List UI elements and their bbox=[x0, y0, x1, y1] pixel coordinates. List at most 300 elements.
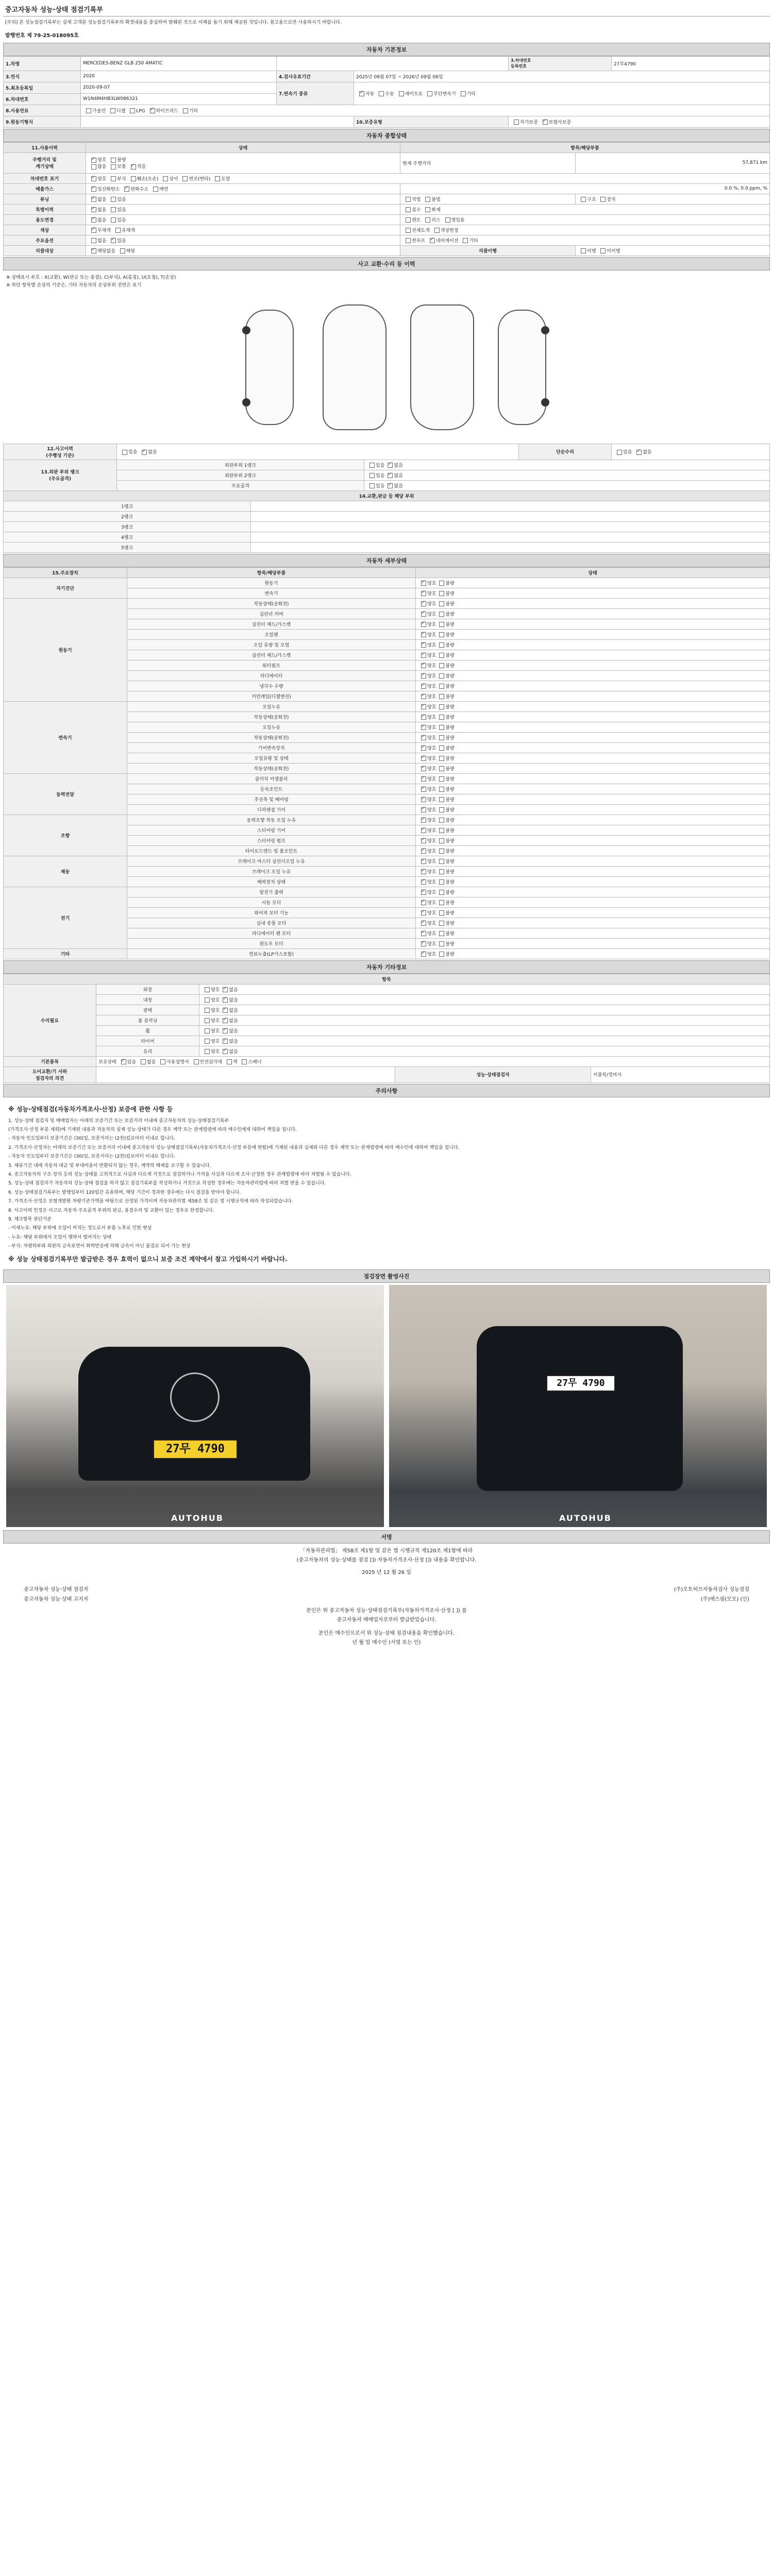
checkbox[interactable] bbox=[91, 217, 96, 223]
detail-part: 작동상태(공회전) bbox=[127, 711, 416, 722]
detail-part: 추진축 및 베어링 bbox=[127, 794, 416, 804]
checkbox[interactable] bbox=[421, 735, 426, 740]
extra-status: 양호✓ 없음 bbox=[199, 984, 770, 994]
extra-status: 양호✓ 없음 bbox=[199, 1046, 770, 1056]
detail-table bbox=[3, 567, 770, 959]
checkbox[interactable] bbox=[439, 890, 444, 895]
buyer-line-2: 중고자동차 매매업자로부터 발급받았습니다. bbox=[337, 1617, 436, 1623]
detail-status: ✓ 양호 불량 bbox=[416, 835, 770, 845]
car-side-right-view bbox=[498, 310, 546, 425]
detail-part: 브레이크 오일 누유 bbox=[127, 866, 416, 876]
checkbox[interactable] bbox=[421, 684, 426, 689]
checkbox[interactable] bbox=[439, 869, 444, 874]
detail-status: ✓ 양호 불량 bbox=[416, 948, 770, 959]
detail-status: ✓ 양호 불량 bbox=[416, 598, 770, 608]
license-plate-rear: 27무 4790 bbox=[546, 1375, 615, 1392]
checkbox[interactable] bbox=[141, 1059, 146, 1064]
checkbox[interactable] bbox=[439, 921, 444, 926]
checkbox[interactable] bbox=[439, 797, 444, 802]
value-year: 2020 bbox=[81, 71, 277, 82]
extra-col-item: 항목 bbox=[4, 974, 770, 984]
label-fuel: 8.사용연료 bbox=[4, 105, 81, 116]
detail-status: ✓ 양호 불량 bbox=[416, 938, 770, 948]
checkbox[interactable] bbox=[91, 197, 96, 202]
detail-part: 워터펌프 bbox=[127, 660, 416, 670]
checkbox[interactable] bbox=[421, 910, 426, 916]
section-detail: 자동차 세부상태 bbox=[3, 554, 770, 567]
checkbox[interactable] bbox=[439, 632, 444, 637]
checkbox[interactable] bbox=[514, 120, 519, 125]
checkbox[interactable] bbox=[439, 591, 444, 596]
checkbox[interactable] bbox=[439, 879, 444, 885]
label-color: 색상 bbox=[4, 225, 86, 235]
checkbox[interactable] bbox=[421, 704, 426, 709]
label-year: 3.연식 bbox=[4, 71, 81, 82]
checkbox[interactable] bbox=[388, 463, 393, 468]
checkbox[interactable] bbox=[439, 663, 444, 668]
section-basic-info: 자동차 기본정보 bbox=[3, 43, 770, 56]
extra-status: 양호✓ 없음 bbox=[199, 994, 770, 1005]
checkbox[interactable] bbox=[359, 91, 364, 96]
label-inspector: 성능·상태점검자 bbox=[395, 1066, 591, 1082]
detail-part: 오일누유 bbox=[127, 701, 416, 711]
buyer-line-1: 본인은 위 중고자동차 성능·상태점검기록부(자동차가격조사·산정 [ ]) 를 bbox=[306, 1607, 467, 1614]
checkbox[interactable] bbox=[421, 838, 426, 843]
extra-item: 룸 클리닝 bbox=[96, 1015, 199, 1025]
checkbox[interactable] bbox=[439, 931, 444, 936]
main-frame: 주요골격 bbox=[117, 480, 364, 490]
notes-line: 5. 성능·상태 점검자가 자동차의 성능·상태 점검을 하지 않고 점검기록부를 작성하거나 거짓으로 작성한 경우에는 자동차관리법에 따라 처벌 받을 수 있습니다. bbox=[8, 1181, 326, 1187]
extra-item: 휠 bbox=[96, 1025, 199, 1036]
notes-line: 2. 가격조사·산정자는 아래의 보증기간 또는 보증거리 이내에 중고자동차 성능·상태점검기록부(자동차가격조사·산정 부분에 한함)에 기재된 내용과 실제와 다른 경우 계약 또는 관계법령에 따라 매수인에 대하여 책임을 집니다. bbox=[8, 1145, 460, 1150]
checkbox[interactable] bbox=[205, 987, 210, 992]
checkbox[interactable] bbox=[439, 756, 444, 761]
checkbox[interactable] bbox=[388, 473, 393, 478]
checkbox[interactable] bbox=[421, 694, 426, 699]
checkbox[interactable] bbox=[421, 828, 426, 833]
notes-line: - 자동차 인도일부터 보증기간은 (30)일, 보증거리는 (2천)킬로미터 이내로 합니다. bbox=[8, 1154, 175, 1160]
detail-status: ✓ 양호 불량 bbox=[416, 784, 770, 794]
notes-line: - 누유: 해당 부위에서 오일이 맺혀서 떨어지는 상태 bbox=[8, 1234, 112, 1240]
checkbox[interactable] bbox=[439, 725, 444, 730]
checkbox[interactable] bbox=[91, 187, 96, 192]
detail-status: ✓ 양호 불량 bbox=[416, 742, 770, 753]
checkbox[interactable] bbox=[421, 921, 426, 926]
checkbox[interactable] bbox=[227, 1059, 232, 1064]
checkbox[interactable] bbox=[421, 900, 426, 905]
checkbox[interactable] bbox=[223, 987, 228, 992]
label-simple-repair: 단순수리 bbox=[519, 444, 612, 460]
checkbox[interactable] bbox=[439, 673, 444, 679]
checkbox[interactable] bbox=[205, 1018, 210, 1023]
checkbox[interactable] bbox=[425, 217, 430, 223]
detail-part: 동력조향 작동 오일 누유 bbox=[127, 815, 416, 825]
checkbox[interactable] bbox=[223, 1008, 228, 1013]
detail-group-label: 동력전달 bbox=[4, 773, 127, 815]
checkbox[interactable] bbox=[242, 1059, 247, 1064]
checkbox[interactable] bbox=[183, 108, 188, 113]
checkbox[interactable] bbox=[439, 910, 444, 916]
detail-group-label: 조향 bbox=[4, 815, 127, 856]
checkbox[interactable] bbox=[421, 663, 426, 668]
detail-part: 발전기 출력 bbox=[127, 887, 416, 897]
checkbox[interactable] bbox=[205, 1028, 210, 1033]
detail-part: 작동상태(공회전) bbox=[127, 732, 416, 742]
checkbox[interactable] bbox=[111, 158, 116, 163]
checkbox[interactable] bbox=[421, 818, 426, 823]
checkbox[interactable] bbox=[421, 612, 426, 617]
checkbox[interactable] bbox=[194, 1059, 199, 1064]
checkbox[interactable] bbox=[205, 1039, 210, 1044]
checkbox[interactable] bbox=[421, 622, 426, 627]
grade-5: 5랭크 bbox=[4, 542, 251, 552]
checkbox[interactable] bbox=[421, 859, 426, 864]
detail-part: 냉각수 수량 bbox=[127, 681, 416, 691]
checkbox[interactable] bbox=[421, 797, 426, 802]
detail-status: ✓ 양호 불량 bbox=[416, 876, 770, 887]
checkbox[interactable] bbox=[421, 952, 426, 957]
checkbox[interactable] bbox=[111, 238, 116, 243]
col-state: 상태 bbox=[86, 142, 400, 152]
grade-3: 3랭크 bbox=[4, 521, 251, 532]
checkbox[interactable] bbox=[421, 632, 426, 637]
basic-info-table bbox=[3, 56, 770, 128]
checkbox[interactable] bbox=[142, 450, 147, 455]
checkbox[interactable] bbox=[439, 684, 444, 689]
checkbox[interactable] bbox=[223, 997, 228, 1003]
checkbox[interactable] bbox=[115, 228, 121, 233]
checkbox[interactable] bbox=[617, 450, 622, 455]
checkbox[interactable] bbox=[91, 228, 96, 233]
checkbox[interactable] bbox=[130, 108, 135, 113]
detail-body bbox=[4, 578, 770, 959]
label-usage-change: 용도변경 bbox=[4, 214, 86, 225]
checkbox[interactable] bbox=[406, 228, 411, 233]
checkbox[interactable] bbox=[205, 1008, 210, 1013]
checkbox[interactable] bbox=[581, 197, 586, 202]
notes-line: (가격조사·산정 부분 제외)에 기재된 내용과 자동차의 실제 성능·상태가 다른 경우 계약 또는 관계법령에 따라 매수인에게 대하여 책임을 집니다. bbox=[8, 1127, 297, 1133]
notes-line: 7. 가격조사·산정은 보험개발원 차량기준가액을 바탕으로 산정된 가격이며 자동차관리법 제58조 및 같은 법 시행규칙에 따라 작성되었습니다. bbox=[8, 1199, 293, 1205]
transmission-options: ✓ 자동 수동 세미오토 무단변속기 기타 bbox=[354, 82, 770, 105]
col-items: 항목/해당부품 bbox=[400, 142, 770, 152]
checkbox[interactable] bbox=[131, 164, 136, 170]
notes-line: 9. 체크항목 판단기준 bbox=[8, 1216, 52, 1222]
checkbox[interactable] bbox=[111, 164, 116, 170]
checkbox[interactable] bbox=[439, 715, 444, 720]
detail-status: ✓ 양호 불량 bbox=[416, 815, 770, 825]
checkbox[interactable] bbox=[421, 879, 426, 885]
checkbox[interactable] bbox=[439, 838, 444, 843]
checkbox[interactable] bbox=[439, 653, 444, 658]
extra-item: 유리 bbox=[96, 1046, 199, 1056]
checkbox[interactable] bbox=[439, 694, 444, 699]
checkbox[interactable] bbox=[91, 158, 96, 163]
label-engine: 9.원동기형식 bbox=[4, 116, 81, 127]
overall-table: 11.사용이력 상태 항목/해당부품 주행거리 및 계기상태 ✓양호 불량 많음 보통 ✓ 적음 현재 주행거리 57,871 km 차대번호 표기 ✓ 양호 부식 훼손(오손) 상이 변조(변타) 도말 배출가스 ✓ 일산화탄소 ✓ 탄화수소 매연 0.0 %, 0.0 ppm, % 튜닝 ✓ 없음 있음 적법 불법 구조 장치 특별이력 ✓ 없음 있음 침수 화재 용도변경 ✓ 없음 있음 렌트 리스 영업용 색상 ✓ 무채색 유채색 전체도색 색상변경 주요옵션 없음 ✓ 있음 썬루프 ✓ 네비게이션 기타 리콜대상 ✓ 해당없음 해당 리콜이행 이행 미이행 bbox=[3, 142, 770, 256]
checkbox[interactable] bbox=[223, 1049, 228, 1054]
detail-part: 작동상태(공회전) bbox=[127, 598, 416, 608]
checkbox[interactable] bbox=[91, 164, 96, 170]
detail-part: 시동 모터 bbox=[127, 897, 416, 907]
checkbox[interactable] bbox=[369, 473, 375, 478]
label-recall: 리콜대상 bbox=[4, 245, 86, 256]
detail-status: ✓ 양호 불량 bbox=[416, 763, 770, 773]
extra-status: 양호✓ 없음 bbox=[199, 1015, 770, 1025]
notes-line: 8. 사고이력 인정은 사고로 자동차 주요골격 부위의 판금, 용접수리 및 교환이 있는 경우로 한정합니다. bbox=[8, 1208, 214, 1213]
notes-line: - 부식: 차량하부와 외판의 금속표면이 화학반응에 의해 금속이 아닌 물질로 되어 가는 현상 bbox=[8, 1244, 191, 1249]
extra-item: 타이어 bbox=[96, 1036, 199, 1046]
detail-group-label: 제동 bbox=[4, 856, 127, 887]
checkbox[interactable] bbox=[215, 176, 220, 181]
label-warranty: 10.보증유형 bbox=[354, 116, 509, 127]
checkbox[interactable] bbox=[223, 1039, 228, 1044]
extra-group-label: 수리필요 bbox=[4, 984, 96, 1056]
checkbox[interactable] bbox=[439, 601, 444, 606]
autohub-logo: AUTOHUB bbox=[559, 1513, 612, 1523]
extra-body bbox=[4, 984, 770, 1056]
detail-status: ✓ 양호 불량 bbox=[416, 918, 770, 928]
detail-group-label: 전기 bbox=[4, 887, 127, 948]
checkbox[interactable] bbox=[223, 1028, 228, 1033]
detail-status: ✓ 양호 불량 bbox=[416, 866, 770, 876]
checkbox[interactable] bbox=[543, 120, 548, 125]
label-first-reg: 5.최초등록일 bbox=[4, 82, 81, 93]
detail-status: ✓ 양호 불량 bbox=[416, 650, 770, 660]
checkbox[interactable] bbox=[421, 745, 426, 751]
checkbox[interactable] bbox=[223, 1018, 228, 1023]
checkbox[interactable] bbox=[111, 217, 116, 223]
checkbox[interactable] bbox=[120, 248, 125, 253]
checkbox[interactable] bbox=[121, 1059, 126, 1064]
detail-part: 등속조인트 bbox=[127, 784, 416, 794]
detail-group-label: 자기진단 bbox=[4, 578, 127, 598]
checkbox[interactable] bbox=[439, 766, 444, 771]
checkbox[interactable] bbox=[445, 217, 450, 223]
extra-status: 양호✓ 없음 bbox=[199, 1005, 770, 1015]
detail-status: ✓ 양호 불량 bbox=[416, 887, 770, 897]
checkbox[interactable] bbox=[439, 622, 444, 627]
checkbox[interactable] bbox=[439, 849, 444, 854]
detail-part: 기어변속장치 bbox=[127, 742, 416, 753]
notes-lines bbox=[8, 1117, 765, 1250]
checkbox[interactable] bbox=[421, 787, 426, 792]
checkbox[interactable] bbox=[91, 176, 96, 181]
value-current-mileage: 57,871 km bbox=[576, 152, 770, 173]
checkbox[interactable] bbox=[434, 228, 440, 233]
checkbox[interactable] bbox=[406, 217, 411, 223]
notes-line: 1. 성능·상태 점검자 및 매매업자는 아래의 보증기간 또는 보증거리 이내에 중고자동차의 성능·상태점검기록부 bbox=[8, 1118, 229, 1124]
checkbox[interactable] bbox=[131, 176, 136, 181]
checkbox[interactable] bbox=[439, 818, 444, 823]
detail-status: ✓ 양호 불량 bbox=[416, 773, 770, 784]
checkbox[interactable] bbox=[439, 952, 444, 957]
checkbox[interactable] bbox=[439, 745, 444, 751]
checkbox[interactable] bbox=[439, 941, 444, 946]
checkbox[interactable] bbox=[425, 197, 430, 202]
checkbox[interactable] bbox=[439, 704, 444, 709]
checkbox[interactable] bbox=[406, 238, 411, 243]
detail-status: ✓ 양호 불량 bbox=[416, 897, 770, 907]
checkbox[interactable] bbox=[439, 859, 444, 864]
checkbox[interactable] bbox=[421, 725, 426, 730]
checkbox[interactable] bbox=[150, 108, 155, 113]
checkbox[interactable] bbox=[421, 591, 426, 596]
checkbox[interactable] bbox=[439, 612, 444, 617]
signature-line-1: 「자동차관리법」 제58조 제1항 및 같은 법 시행규칙 제120조 제1항에 따라 bbox=[300, 1548, 473, 1554]
detail-status: ✓ 양호 불량 bbox=[416, 701, 770, 711]
label-basic-items: 기본품목 bbox=[4, 1056, 96, 1066]
detail-part: 실내 송풍 모터 bbox=[127, 918, 416, 928]
checkbox[interactable] bbox=[581, 248, 586, 253]
checkbox[interactable] bbox=[86, 108, 91, 113]
checkbox[interactable] bbox=[406, 197, 411, 202]
checkbox[interactable] bbox=[439, 828, 444, 833]
detail-status: ✓ 양호 불량 bbox=[416, 670, 770, 681]
extra-item: 외장 bbox=[96, 984, 199, 994]
signature-row-1: 중고자동차 성능·상태 점검자 (주)오토허브자동차검사 성능점검 bbox=[24, 1586, 749, 1592]
detail-part: 오일팬 bbox=[127, 629, 416, 639]
detail-part: 실린더 헤드/가스켓 bbox=[127, 619, 416, 629]
checkbox[interactable] bbox=[439, 776, 444, 782]
checkbox[interactable] bbox=[421, 642, 426, 648]
detail-status: ✓ 양호 불량 bbox=[416, 732, 770, 742]
label-vin: 6.차대번호 bbox=[4, 93, 81, 105]
notes-line: - 미세누유: 해당 부위에 오일이 비치는 정도로서 부품 노후로 인한 현상 bbox=[8, 1226, 152, 1231]
notes-line: 6. 성능·상태점검기록부는 발행일부터 120일간 유효하며, 해당 기간이 경과한 경우에는 다시 점검을 받아야 합니다. bbox=[8, 1190, 241, 1195]
checkbox[interactable] bbox=[421, 849, 426, 854]
checkbox[interactable] bbox=[124, 187, 129, 192]
label-emission: 배출가스 bbox=[4, 183, 86, 194]
detail-status: ✓ 양호 불량 bbox=[416, 660, 770, 670]
label-mileage: 주행거리 및 계기상태 bbox=[4, 152, 86, 173]
emblem-icon bbox=[170, 1372, 220, 1422]
checkbox[interactable] bbox=[439, 581, 444, 586]
checkbox[interactable] bbox=[600, 197, 606, 202]
checkbox[interactable] bbox=[160, 1059, 165, 1064]
checkbox[interactable] bbox=[421, 869, 426, 874]
label-recall-done: 리콜이행 bbox=[400, 245, 576, 256]
checkbox[interactable] bbox=[110, 108, 115, 113]
fuel-options: 가솔린 디젤 LPG ✓ 하이브리드 기타 bbox=[81, 105, 770, 116]
checkbox[interactable] bbox=[421, 776, 426, 782]
checkbox[interactable] bbox=[439, 807, 444, 812]
checkbox[interactable] bbox=[111, 176, 116, 181]
label-tuning: 튜닝 bbox=[4, 194, 86, 204]
label-plate: 3.차대번호 등록번호 bbox=[509, 56, 612, 71]
section-accident: 사고 교환·수리 등 이력 bbox=[3, 257, 770, 270]
detail-status: ✓ 양호 불량 bbox=[416, 711, 770, 722]
col-part: 항목/해당부품 bbox=[127, 567, 416, 578]
detail-group-label: 기타 bbox=[4, 948, 127, 959]
checkbox[interactable] bbox=[421, 601, 426, 606]
signature-line-2: (중고자동차의 성능·상태를 점검 []) 자동차가격조사·산정 []) 내용을 확인합니다. bbox=[296, 1557, 477, 1563]
checkbox[interactable] bbox=[369, 483, 375, 488]
checkbox[interactable] bbox=[111, 207, 116, 212]
checkbox[interactable] bbox=[182, 176, 188, 181]
grade-2: 2랭크 bbox=[4, 511, 251, 521]
checkbox[interactable] bbox=[463, 238, 468, 243]
autohub-logo: AUTOHUB bbox=[171, 1513, 224, 1523]
car-top-front-view bbox=[323, 304, 386, 430]
checkbox[interactable] bbox=[421, 931, 426, 936]
checkbox[interactable] bbox=[91, 238, 96, 243]
buyer-line-4: 년 월 일 매수인 (서명 또는 인) bbox=[352, 1639, 421, 1646]
checkbox[interactable] bbox=[421, 890, 426, 895]
signature-row-2: 중고자동차 성능·상태 고지자 (주)에스필(모모) (인) bbox=[24, 1596, 749, 1602]
checkbox[interactable] bbox=[388, 483, 393, 488]
checkbox[interactable] bbox=[421, 673, 426, 679]
checkbox[interactable] bbox=[421, 715, 426, 720]
checkbox[interactable] bbox=[636, 450, 642, 455]
notes-block bbox=[3, 1097, 770, 1268]
checkbox[interactable] bbox=[111, 197, 116, 202]
checkbox[interactable] bbox=[153, 187, 158, 192]
value-emission: 0.0 %, 0.0 ppm, % bbox=[400, 183, 770, 194]
detail-part: 오일 유량 및 오염 bbox=[127, 639, 416, 650]
detail-status: ✓ 양호 불량 bbox=[416, 681, 770, 691]
checkbox[interactable] bbox=[369, 463, 375, 468]
accident-table: 12.사고이력 (주행성 기준) 있음 ✓ 없음 단순수리 있음 ✓ 없음 13.외판 부위 랭크 (주요골격) 외판부위 1랭크 있음✓ 없음 외판부위 2랭크 있음✓ 없음 주요골격 있음✓ 없음 14.교환,판금 등 해당 부위 1랭크 2랭크 3랭크 4랭크 5랭크 bbox=[3, 444, 770, 553]
car-side-left-view bbox=[245, 310, 294, 425]
checkbox[interactable] bbox=[600, 248, 606, 253]
checkbox[interactable] bbox=[163, 176, 168, 181]
checkbox[interactable] bbox=[421, 653, 426, 658]
checkbox[interactable] bbox=[461, 91, 466, 96]
detail-part: 브레이크 마스터 실린더오일 누유 bbox=[127, 856, 416, 866]
detail-group-label: 변속기 bbox=[4, 701, 127, 773]
outer-rank-2: 외판부위 2랭크 bbox=[117, 470, 364, 480]
detail-part: 라디에이터 bbox=[127, 670, 416, 681]
notice-text: [주의] 본 성능점검기록부는 실제 고객분 성능점검기록부의 확정내용을 중심하여 발췌된 것으로 이해를 돕기 위해 제공된 것입니다. 참고용으로만 사용하시기 바랍니다. bbox=[5, 20, 342, 25]
outer-rank-title: 14.교환,판금 등 해당 부위 bbox=[4, 490, 770, 501]
checkbox[interactable] bbox=[430, 238, 435, 243]
buyer-block bbox=[3, 1603, 770, 1651]
extra-status: 양호✓ 없음 bbox=[199, 1036, 770, 1046]
checkbox[interactable] bbox=[439, 735, 444, 740]
grade-4: 4랭크 bbox=[4, 532, 251, 542]
detail-part: 변속기 bbox=[127, 588, 416, 598]
detail-part: 연료누출(LP가스포함) bbox=[127, 948, 416, 959]
checkbox[interactable] bbox=[399, 91, 404, 96]
detail-status: ✓ 양호 불량 bbox=[416, 794, 770, 804]
checkbox[interactable] bbox=[421, 807, 426, 812]
checkbox[interactable] bbox=[439, 642, 444, 648]
detail-part: 배력장치 상태 bbox=[127, 876, 416, 887]
checkbox[interactable] bbox=[91, 248, 96, 253]
checkbox[interactable] bbox=[205, 1049, 210, 1054]
checkbox[interactable] bbox=[425, 207, 430, 212]
checkbox[interactable] bbox=[427, 91, 432, 96]
checkbox[interactable] bbox=[421, 756, 426, 761]
checkbox[interactable] bbox=[379, 91, 384, 96]
checkbox[interactable] bbox=[205, 997, 210, 1003]
detail-part: 스티어링 펌프 bbox=[127, 835, 416, 845]
label-inspector-opinion: 도어교환/기 사하 점검자의 의견 bbox=[4, 1066, 96, 1082]
accident-legend: ※ 상태표시 부호 : X(교환), W(판금 또는 용접), C(부식), A(흠집), U(요철), T(손상) bbox=[6, 275, 176, 280]
checkbox[interactable] bbox=[421, 766, 426, 771]
checkbox[interactable] bbox=[421, 941, 426, 946]
section-photos: 점검장면 촬영사진 bbox=[3, 1269, 770, 1283]
checkbox[interactable] bbox=[122, 450, 127, 455]
extra-status: 양호✓ 없음 bbox=[199, 1025, 770, 1036]
checkbox[interactable] bbox=[406, 207, 411, 212]
checkbox[interactable] bbox=[91, 207, 96, 212]
checkbox[interactable] bbox=[439, 900, 444, 905]
extra-item: 내장 bbox=[96, 994, 199, 1005]
inspection-record bbox=[3, 0, 770, 1651]
checkbox[interactable] bbox=[439, 787, 444, 792]
checkbox[interactable] bbox=[421, 581, 426, 586]
